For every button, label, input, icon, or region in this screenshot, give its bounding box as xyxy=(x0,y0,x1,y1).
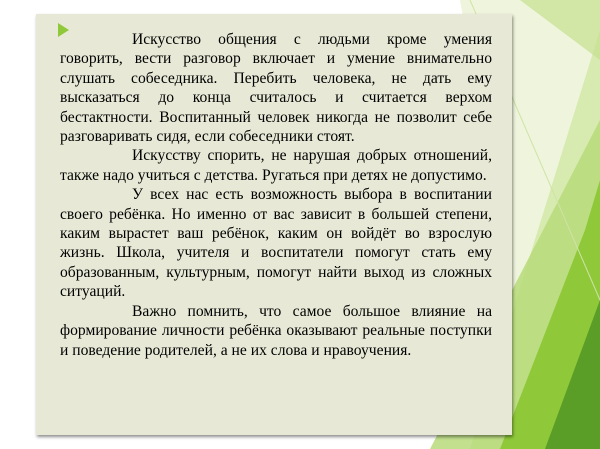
paragraph-3: У всех нас есть возможность выбора в воспитании своего ребёнка. Но именно от вас зависит в большей степени, каким вырастет ваш ребёнок, каким он войдёт во взрослую жизнь. Школа, учителя и воспитатели помогут стать ему образованным, культурным, помогут найти выход из сложных ситуаций. xyxy=(60,186,492,301)
paragraph-2: Искусству спорить, не нарушая добрых отношений, также надо учиться с детства. Ругаться при детях не допустимо. xyxy=(60,147,492,184)
text-box xyxy=(36,14,512,435)
paragraph-4: Важно помнить, что самое большое влияние на формирование личности ребёнка оказывают реальные поступки и поведение родителей, а не их слова и нравоучения. xyxy=(60,302,492,359)
green-triangle-bullet-icon xyxy=(58,23,69,37)
paragraph-1: Искусство общения с людьми кроме умения говорить, вести разговор включает и умение внимательно слушать собеседника. Перебить человека, не дать ему высказаться до конца считалось и считается верхом бестактности. Воспитанный человек никогда не позволит себе разговаривать сидя, если собеседники стоят. xyxy=(60,31,492,146)
